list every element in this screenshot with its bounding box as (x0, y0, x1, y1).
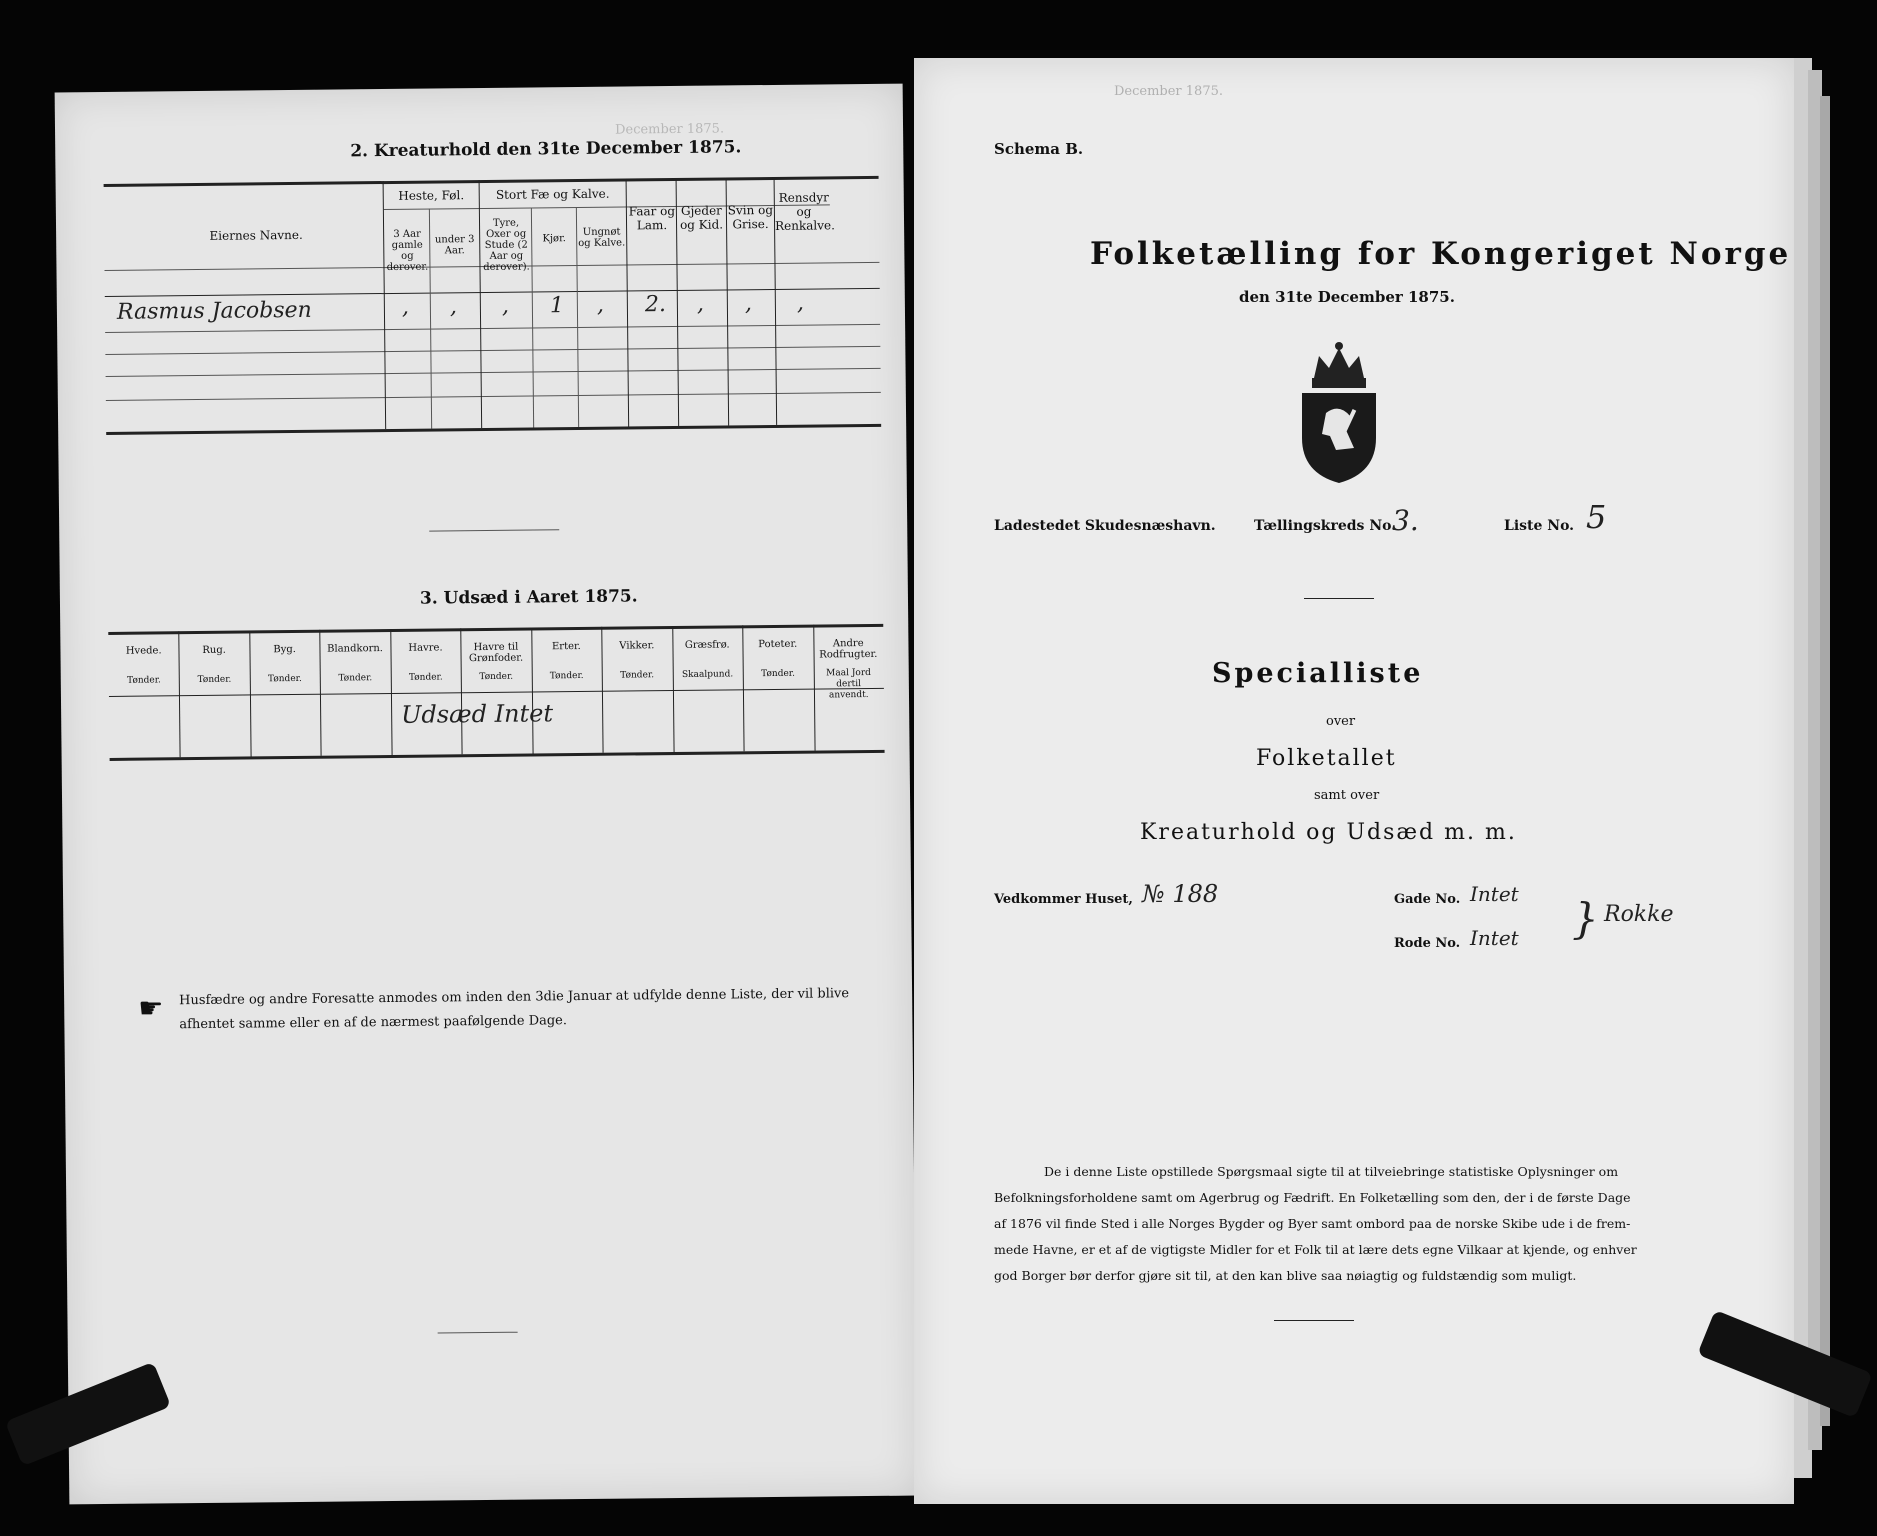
header-horses: Heste, Føl. (398, 188, 465, 203)
rule-line (429, 529, 559, 531)
notice-line-2: afhentet samme eller en af de nærmest paafølgende Dage. (179, 1013, 568, 1033)
seed-header-name: Havre. (408, 642, 443, 654)
rule-line (1274, 1320, 1354, 1321)
page-edge (1820, 96, 1830, 1426)
seed-header-name: Andre Rodfrugter. (819, 638, 878, 661)
rule-line (1304, 598, 1374, 599)
header-owner: Eiernes Navne. (209, 227, 303, 243)
bleed-through-text: December 1875. (1114, 84, 1223, 99)
kreds-label: Tællingskreds No. (1254, 518, 1397, 534)
reindeer-cell: , (796, 290, 805, 316)
seed-header-unit: Maal Jord dertil anvendt. (826, 667, 871, 701)
gade-label: Gade No. (1394, 892, 1461, 907)
samt-over-text: samt over (1314, 788, 1380, 803)
liste-value: 5 (1586, 498, 1607, 536)
seed-header-name: Havre til Grønfoder. (468, 641, 524, 665)
sheep-cell: 2. (644, 292, 667, 318)
seed-header-unit: Tønder. (479, 671, 514, 683)
paragraph-line: Befolkningsforholdene samt om Agerbrug og Fædrift. En Folketælling som den, der i de første Dage (994, 1190, 1631, 1205)
kreaturhold-title: Kreaturhold og Udsæd m. m. (1140, 820, 1517, 845)
seed-header-name: Blandkorn. (327, 643, 384, 655)
census-date: den 31te December 1875. (1239, 288, 1455, 306)
specialliste-title: Specialliste (1212, 658, 1424, 689)
seed-header-name: Græsfrø. (684, 639, 730, 651)
header-pigs: Svin og Grise. (727, 202, 774, 232)
header-horses-old: 3 Aar gamle og derover. (386, 228, 429, 274)
brace-mark: } (1572, 894, 1599, 943)
liste-label: Liste No. (1504, 518, 1575, 534)
header-cattle-young: Ungnøt og Kalve. (578, 226, 626, 250)
rule-line (438, 1332, 518, 1334)
header-horses-young: under 3 Aar. (434, 234, 475, 257)
paragraph-line: De i denne Liste opstillede Spørgsmaal sigte til at tilveiebringe statistiske Oplysninger om (1044, 1164, 1619, 1179)
rode-extra: Rokke (1604, 902, 1674, 927)
seed-header-unit: Tønder. (620, 670, 655, 681)
horses-old-cell: , (401, 294, 410, 320)
section3-title: 3. Udsæd i Aaret 1875. (419, 586, 638, 609)
header-reindeer: Rensdyr og Renkalve. (774, 190, 835, 233)
paragraph-line: god Borger bør derfor gjøre sit til, at den kan blive saa nøiagtig og fuldstændig som muligt. (994, 1268, 1577, 1283)
left-page (55, 84, 918, 1505)
seed-header-name: Byg. (273, 643, 296, 656)
seed-header-unit: Tønder. (549, 670, 584, 682)
seed-header-name: Vikker. (619, 640, 655, 652)
ladestedet-label: Ladestedet Skudesnæshavn. (994, 518, 1216, 534)
seed-header-unit: Tønder. (197, 674, 232, 686)
bleed-through-text: December 1875. (614, 121, 725, 138)
seed-header-name: Erter. (551, 640, 581, 653)
cattle-cows-cell: 1 (549, 293, 565, 319)
header-cattle: Stort Fæ og Kalve. (495, 186, 610, 202)
owner-name-cell: Rasmus Jacobsen (116, 297, 312, 325)
notice-line-1: Husfædre og andre Foresatte anmodes om inden den 3die Januar at udfylde denne Liste, der vil blive (179, 986, 850, 1009)
paragraph-line: mede Havne, er et af de vigtigste Midler for et Folk til at lære dets egne Vilkaar at kjende, og enhver (994, 1242, 1637, 1257)
over-text: over (1326, 714, 1356, 729)
seed-header-name: Hvede. (125, 645, 162, 657)
census-title: Folketælling for Kongeriget Norge (1090, 236, 1792, 272)
rode-label: Rode No. (1394, 936, 1461, 951)
folketallet-title: Folketallet (1256, 746, 1397, 771)
seed-header-unit: Tønder. (127, 675, 161, 686)
schema-label: Schema B. (994, 140, 1084, 158)
gade-value: Intet (1470, 882, 1519, 906)
header-sheep: Faar og Lam. (628, 203, 676, 233)
seed-header-unit: Skaalpund. (681, 669, 734, 680)
pointing-hand-icon: ☛ (138, 991, 164, 1025)
seed-header-name: Rug. (202, 644, 226, 656)
cattle-young-cell: , (596, 292, 605, 318)
paragraph-line: af 1876 vil finde Sted i alle Norges Bygder og Byer samt ombord paa de norske Skibe ude i de frem- (994, 1216, 1631, 1231)
kreds-value: 3. (1392, 504, 1419, 537)
horses-young-cell: , (449, 294, 458, 320)
seed-header-unit: Tønder. (267, 673, 302, 685)
seed-header-unit: Tønder. (761, 668, 795, 680)
huset-label: Vedkommer Huset, (994, 892, 1133, 907)
seed-header-name: Poteter. (758, 638, 798, 651)
seed-header-unit: Tønder. (338, 673, 373, 684)
header-cattle-cows: Kjør. (542, 233, 566, 245)
huset-value: № 188 (1142, 880, 1219, 908)
goats-cell: , (696, 291, 705, 317)
header-goats: Gjeder og Kid. (679, 203, 724, 232)
seed-handwriting: Udsæd Intet (401, 699, 554, 729)
header-cattle-bulls: Tyre, Oxer og Stude (2 Aar og derover). (483, 217, 530, 274)
rode-value: Intet (1470, 926, 1519, 950)
coat-of-arms-icon (1284, 338, 1394, 488)
right-page (914, 58, 1794, 1504)
pigs-cell: , (744, 291, 753, 317)
cattle-bulls-cell: , (501, 293, 510, 319)
section2-title: 2. Kreaturhold den 31te December 1875. (350, 137, 742, 162)
seed-header-unit: Tønder. (408, 672, 443, 683)
